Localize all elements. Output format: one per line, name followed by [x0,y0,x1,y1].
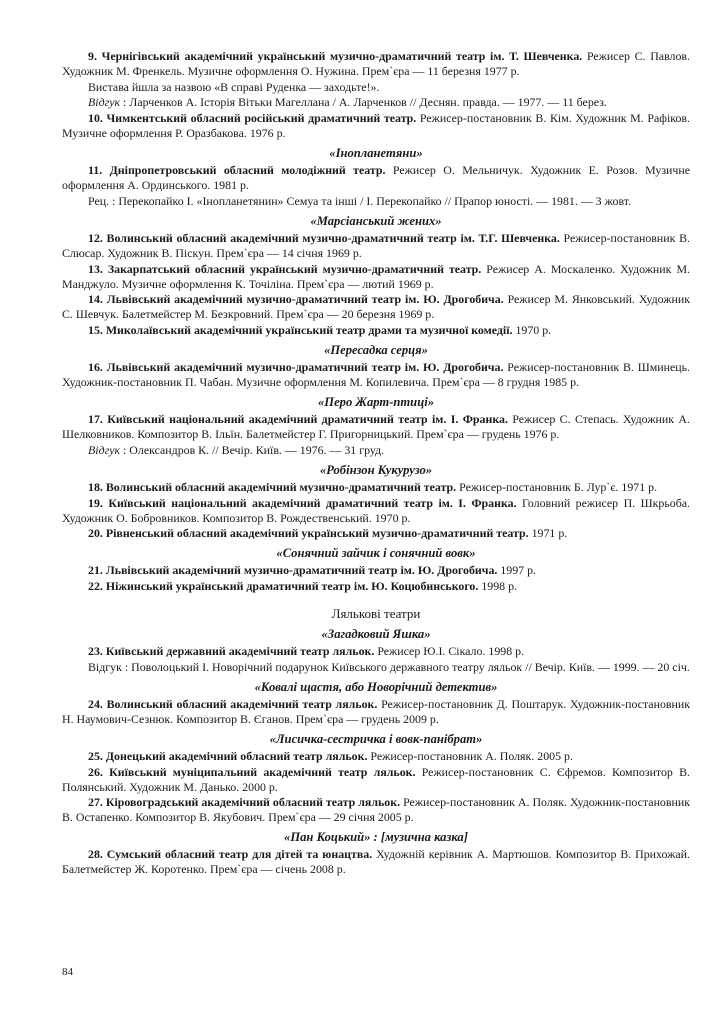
entry-text: Вистава йшла за назвою «В справі Руденка — заходьте!». [88,79,380,94]
entry-paragraph [62,765,690,795]
theatre-name: 19. Київський національний академічний драматичний театр ім. І. Франка. [88,495,517,510]
theatre-name: 13. Закарпатський обласний український музично-драматичний театр. [88,261,482,276]
entry-paragraph [62,795,690,825]
entry-paragraph [62,443,690,458]
theatre-name: 26. Київський муніципальний академічний театр ляльок. [88,764,416,779]
entry-text: : Ларченков А. Історія Вітьки Магеллана / А. Ларченков // Деснян. правда. — 1977. — 11 берез. [120,95,607,110]
entry-paragraph [62,360,690,390]
theatre-name: 22. Ніжинський український драматичний театр ім. Ю. Коцюбинського. [88,578,479,593]
theatre-name: 15. Миколаївський академічний український театр драми та музичної комедії. [88,322,513,337]
page-number: 84 [62,966,73,978]
entry-text: Режисер-постановник В. Кім. Художник М. Рафіков. Музичне оформлення Р. Оразбакова. 1976 р. [62,110,690,140]
entry-text: 1970 р. [512,322,552,337]
entry-text: Режисер-постановник Д. Поштарук. Художник-постановник Н. Наумович-Сезнюк. Композитор В. Єганов. Прем`єра — грудень 2009 р. [62,696,691,726]
entry-text: Рец. : Перекопайко І. «Інопланетянин» Семуа та інші / І. Перекопайко // Прапор юності. — 1981. — 3 жовт. [88,193,632,208]
entry-text: Режисер Ю.І. Сікало. 1998 р. [374,644,525,659]
entry-paragraph [62,847,690,877]
entry-paragraph [62,660,690,675]
theatre-name: 18. Волинський обласний академічний музично-драматичний театр. [88,479,457,494]
entry-text: Режисер М. Янковський. Художник С. Шевчук. Балетмейстер М. Безкровний. Прем`єра — 20 березня 1969 р. [62,292,690,322]
entry-text: Головний режисер П. Шкрьоба. Художник О. Бобровников. Композитор В. Рождественський. 1970 р. [62,495,690,525]
entry-paragraph [62,95,690,110]
entry-text: Режисер-постановник С. Єфремов. Композитор В. Полянський. Художник М. Данько. 2000 р. [62,764,690,794]
entry-paragraph [62,323,690,338]
entry-text: Режисер-постановник В. Слюсар. Художник В. Піскун. Прем`єра — 14 січня 1969 р. [62,230,690,260]
play-title: «Пан Коцький» : [музична казка] [284,830,468,845]
entry-paragraph [62,231,690,261]
play-title: «Лисичка-сестричка і вовк-панібрат» [269,731,483,746]
entry-paragraph [62,111,690,141]
theatre-name: 14. Львівський академічний музично-драматичний театр ім. Ю. Дрогобича. [88,292,504,307]
entry-text: Режисер-постановник А. Поляк. Художник-постановник В. Остапенко. Композитор В. Якубович. Прем`єра — 29 січня 2005 р. [62,795,690,825]
review-label: Відгук [88,95,121,110]
entry-text: : Олександров К. // Вечір. Київ. — 1976. — 31 груд. [120,442,385,457]
play-title: «Марсіанський жених» [310,213,442,228]
entry-paragraph [62,194,690,209]
entry-paragraph [62,480,690,495]
entry-paragraph [62,292,690,322]
play-title: «Загадковий Яшка» [321,627,431,642]
entry-text: Режисер С. Павлов. Художник М. Френкель. Музичне оформлення О. Нужина. Прем`єра — 11 березня 1977 р. [62,49,690,79]
entry-paragraph [62,697,690,727]
theatre-name: 12. Волинський обласний академічний музично-драматичний театр ім. Т.Г. Шевченка. [88,230,560,245]
theatre-name: 17. Київський національний академічний драматичний театр ім. І. Франка. [88,412,508,427]
play-title: «Пересадка серця» [324,343,428,357]
entry-text: 1997 р. [497,563,537,578]
play-title: «Ковалі щастя, або Новорічний детектив» [254,679,498,694]
entry-text: Режисер О. Мельничук. Художник Е. Розов. Музичне оформлення А. Ординського. 1981 р. [62,163,690,193]
entry-text: Режисер А. Москаленко. Художник М. Манджуло. Музичне оформлення К. Точіліна. Прем`єра — лютий 1969 р. [62,261,690,291]
play-title: «Робінзон Кукурузо» [319,462,433,477]
review-label: Відгук [88,442,121,457]
entry-text: Режисер-постановник А. Поляк. 2005 р. [367,748,573,763]
play-title: «Сонячний зайчик і сонячний вовк» [276,546,476,561]
section-heading: Лялькові театри [331,606,421,622]
entry-text: 1971 р. [528,526,568,541]
entry-paragraph [62,163,690,193]
theatre-name: 27. Кіровоградський академічний обласний театр ляльок. [88,795,401,810]
theatre-name: 20. Рівненський обласний академічний український музично-драматичний театр. [88,526,529,541]
entry-paragraph [62,579,690,594]
play-title: «Перо Жарт-птиці» [317,395,434,410]
document-body [62,49,690,878]
entry-text: Режисер-постановник В. Шминець. Художник-постановник П. Чабан. Музичне оформлення М. Копилевича. Прем`єра — 8 грудня 1985 р. [62,360,690,390]
theatre-name: 28. Сумський обласний театр для дітей та юнацтва. [88,847,373,862]
entry-text: Художній керівник А. Мартюшов. Композитор В. Прихожай. Балетмейстер Ж. Коротенко. Прем`єра — січень 2008 р. [62,847,691,877]
entry-paragraph [62,496,690,526]
entry-text: Режисер С. Степась. Художник А. Шелковников. Композитор В. Ільїн. Балетмейстер Г. Пригорницький. Прем`єра — грудень 1976 р. [62,412,690,442]
entry-paragraph [62,644,690,659]
entry-paragraph [62,80,690,95]
theatre-name: 10. Чимкентський обласний російський драматичний театр. [88,110,417,125]
theatre-name: 11. Дніпропетровський обласний молодіжний театр. [88,163,386,178]
entry-text: Відгук : Поволоцький І. Новорічний подарунок Київського державного театру ляльок // Вечір. Київ. — 1999. — 20 січ. [88,659,690,674]
theatre-name: 21. Львівський академічний музично-драматичний театр ім. Ю. Дрогобича. [88,563,498,578]
entry-paragraph [62,412,690,442]
entry-paragraph [62,749,690,764]
entry-text: 1998 р. [478,578,518,593]
entry-paragraph [62,563,690,578]
theatre-name: 25. Донецький академічний обласний театр ляльок. [88,748,368,763]
theatre-name: 23. Київський державний академічний театр ляльок. [88,644,375,659]
entry-text: Режисер-постановник Б. Лур`є. 1971 р. [456,479,658,494]
entry-paragraph [62,262,690,292]
play-title: «Інопланетяни» [329,146,423,161]
theatre-name: 16. Львівський академічний музично-драматичний театр ім. Ю. Дрогобича. [88,360,504,374]
theatre-name: 9. Чернігівський академічний український музично-драматичний театр ім. Т. Шевченка. [88,49,583,63]
entry-paragraph [62,526,690,541]
theatre-name: 24. Волинський обласний академічний театр ляльок. [88,696,378,711]
entry-paragraph [62,49,690,79]
